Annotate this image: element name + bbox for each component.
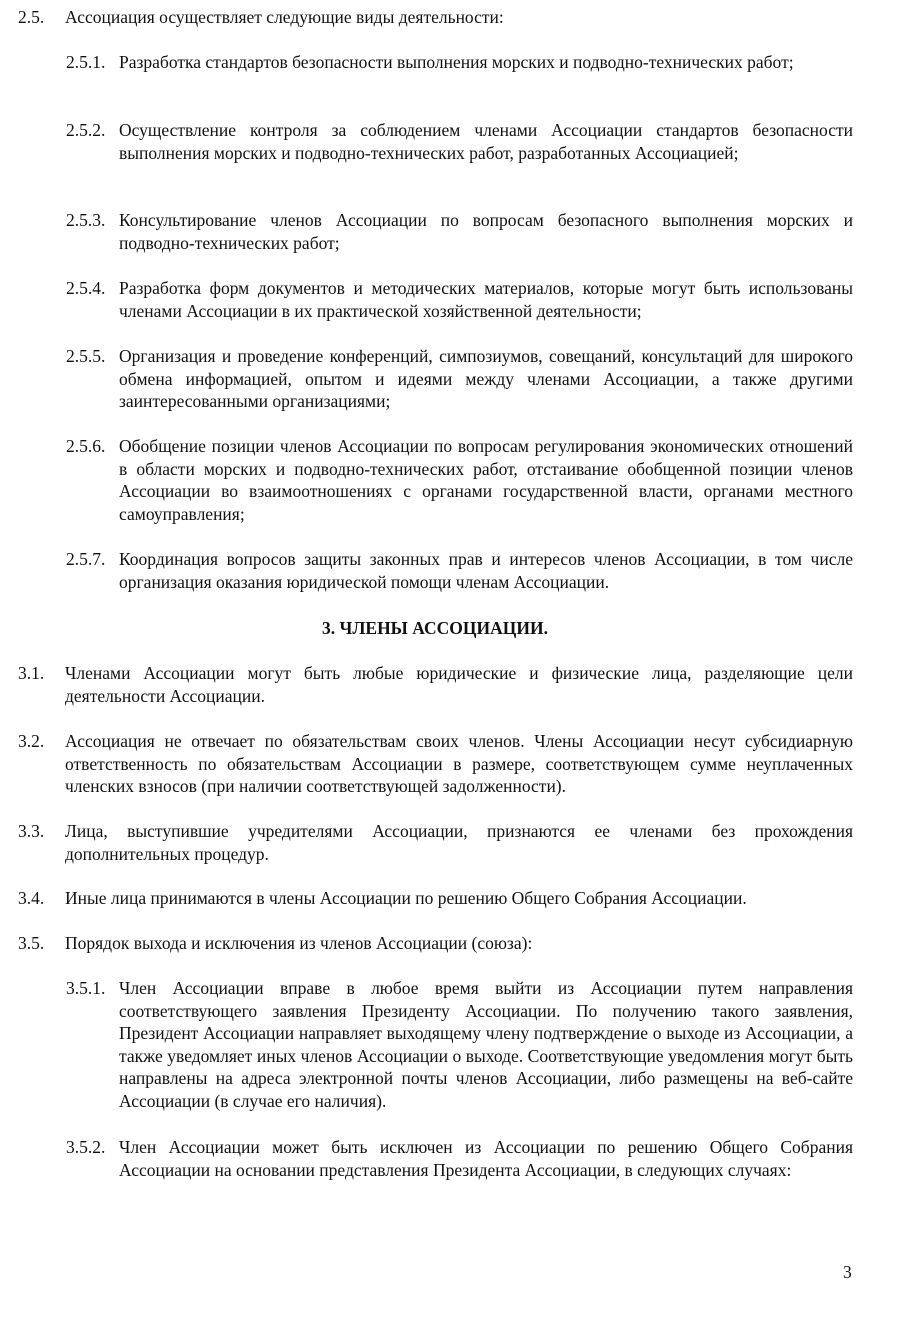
- clause-number: 3.1.: [18, 663, 45, 683]
- clause-2-5-4: [66, 277, 853, 322]
- clause-text: Организация и проведение конференций, симпозиумов, совещаний, консультаций для широкого обмена информацией, опытом и идеями между членами Ассоциации, а также другими заинтересованными организациями;: [119, 346, 853, 412]
- clause-number: 2.5.2.: [66, 120, 106, 140]
- clause-3-5-1: [66, 977, 853, 1113]
- clause-number: 3.5.: [18, 933, 45, 953]
- clause-2-5-2: [66, 119, 853, 164]
- clause-text: Ассоциация осуществляет следующие виды деятельности:: [65, 7, 504, 27]
- clause-text: Член Ассоциации вправе в любое время выйти из Ассоциации путем направления соответствующего заявления Президенту Ассоциации. По получению такого заявления, Президент Ассоциации направляет выходящему члену подтверждение о выходе из Ассоциации, а также уведомляет иных членов Ассоциации о выходе. Соответствующие уведомления могут быть направлены на адреса электронной почты членов Ассоциации, либо размещены на веб-сайте Ассоциации (в случае его наличия).: [119, 978, 853, 1111]
- clause-3-1: [18, 662, 853, 707]
- clause-text: Координация вопросов защиты законных прав и интересов членов Ассоциации, в том числе организация оказания юридической помощи членам Ассоциации.: [119, 549, 853, 592]
- clause-text: Членами Ассоциации могут быть любые юридические и физические лица, разделяющие цели деятельности Ассоциации.: [65, 663, 853, 706]
- clause-3-4: [18, 887, 853, 910]
- clause-number: 2.5.3.: [66, 210, 106, 230]
- clause-number: 2.5.: [18, 7, 45, 27]
- clause-text: Член Ассоциации может быть исключен из Ассоциации по решению Общего Собрания Ассоциации на основании представления Президента Ассоциации, в следующих случаях:: [119, 1137, 853, 1180]
- clause-number: 3.4.: [18, 888, 45, 908]
- clause-3-2: [18, 730, 853, 798]
- clause-number: 3.2.: [18, 731, 45, 751]
- clause-number: 3.3.: [18, 821, 45, 841]
- clause-number: 2.5.7.: [66, 549, 106, 569]
- clause-number: 2.5.4.: [66, 278, 106, 298]
- clause-2-5-5: [66, 345, 853, 413]
- clause-2-5-7: [66, 548, 853, 593]
- section-heading: 3. ЧЛЕНЫ АССОЦИАЦИИ.: [322, 618, 548, 638]
- clause-2-5-3: [66, 209, 853, 254]
- clause-text: Консультирование членов Ассоциации по вопросам безопасного выполнения морских и подводно-технических работ;: [119, 210, 853, 253]
- clause-number: 3.5.1.: [66, 978, 106, 998]
- clause-number: 2.5.6.: [66, 436, 106, 456]
- clause-3-3: [18, 820, 853, 865]
- clause-text: Порядок выхода и исключения из членов Ассоциации (союза):: [65, 933, 533, 953]
- clause-text: Разработка стандартов безопасности выполнения морских и подводно-технических работ;: [119, 52, 794, 72]
- clause-text: Лица, выступившие учредителями Ассоциации, признаются ее членами без прохождения дополнительных процедур.: [65, 821, 853, 864]
- clause-number: 3.5.2.: [66, 1137, 106, 1157]
- clause-number: 2.5.5.: [66, 346, 106, 366]
- clause-2-5-6: [66, 435, 853, 525]
- clause-text: Разработка форм документов и методических материалов, которые могут быть использованы членами Ассоциации в их практической хозяйственной деятельности;: [119, 278, 853, 321]
- clause-3-5: [18, 932, 853, 955]
- clause-2-5-1: [66, 51, 853, 74]
- page-number: 3: [843, 1262, 852, 1282]
- clause-2-5: [18, 6, 853, 29]
- clause-text: Обобщение позиции членов Ассоциации по вопросам регулирования экономических отношений в области морских и подводно-технических работ, отстаивание обобщенной позиции членов Ассоциации во взаимоотношениях с органами государственной власти, органами местного самоуправления;: [119, 436, 853, 524]
- clause-text: Ассоциация не отвечает по обязательствам своих членов. Члены Ассоциации несут субсидиарную ответственность по обязательствам Ассоциации в размере, соответствующем сумме неуплаченных членских взносов (при наличии соответствующей задолженности).: [65, 731, 853, 797]
- clause-text: Иные лица принимаются в члены Ассоциации по решению Общего Собрания Ассоциации.: [65, 888, 747, 908]
- clause-number: 2.5.1.: [66, 52, 106, 72]
- clause-text: Осуществление контроля за соблюдением членами Ассоциации стандартов безопасности выполнения морских и подводно-технических работ, разработанных Ассоциацией;: [119, 120, 853, 163]
- clause-3-5-2: [66, 1136, 853, 1181]
